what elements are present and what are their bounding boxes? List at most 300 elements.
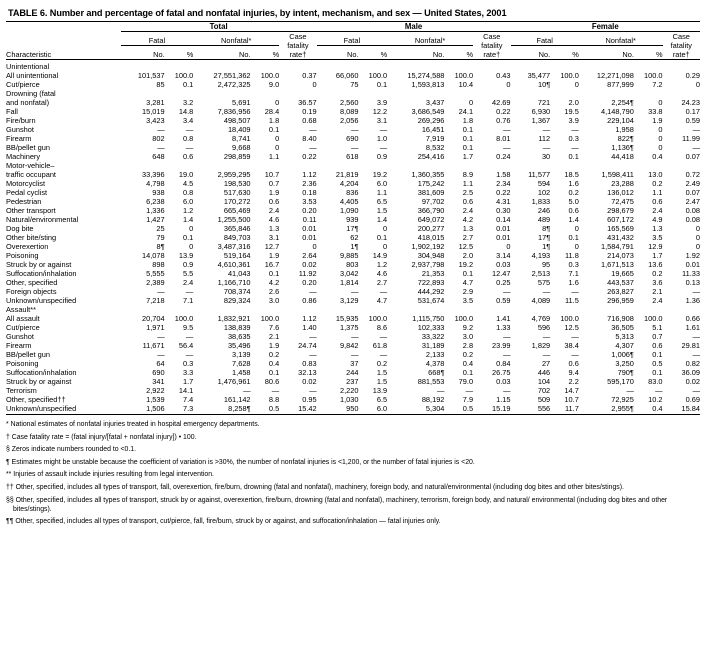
cell-value: 38,635 — [227, 332, 251, 341]
table-row — [6, 350, 700, 359]
cell-value: 62 — [350, 233, 359, 242]
cell-value: 721 — [537, 98, 551, 107]
cell-value: — — [465, 386, 474, 395]
cell-value: 28.4 — [264, 107, 280, 116]
cell-value — [579, 89, 634, 98]
cell-value: 1.1 — [652, 188, 663, 197]
cell-value: 15.84 — [681, 404, 700, 413]
cell-value: 519,164 — [223, 251, 251, 260]
cell-value — [359, 161, 388, 170]
cell-value: 1,375 — [340, 323, 359, 332]
cell-value: 0.2 — [268, 350, 280, 359]
cell-value: 2.7 — [462, 233, 474, 242]
cell-value: 97,702 — [421, 197, 445, 206]
cell-value: — — [571, 332, 579, 341]
table-row — [6, 404, 700, 413]
cell-value — [121, 89, 165, 98]
cell-value: 2.4 — [652, 206, 663, 215]
cell-value: 296,959 — [607, 296, 634, 305]
cell-value: 4.6 — [268, 215, 280, 224]
cell-value: 17¶ — [537, 233, 551, 242]
cell-value: 0.7 — [268, 179, 280, 188]
header-female-fatal: Fatal — [511, 32, 579, 46]
cell-value: 18.5 — [564, 170, 579, 179]
cell-value: 0.24 — [496, 152, 511, 161]
cell-value: 4.6 — [376, 269, 388, 278]
table-header — [6, 22, 700, 63]
cell-value: 3.2 — [182, 98, 194, 107]
cell-value: 30 — [541, 152, 551, 161]
cell-value: 0.22 — [302, 152, 317, 161]
cell-value — [473, 161, 510, 170]
cell-value: 1.92 — [685, 251, 700, 260]
cell-value: 11,671 — [142, 341, 165, 350]
cell-value: 19.2 — [458, 260, 474, 269]
cell-value — [251, 89, 280, 98]
header-no: No. — [538, 50, 551, 59]
cell-value: — — [351, 332, 359, 341]
cell-value: 1.7 — [652, 251, 663, 260]
cell-value: 0.02 — [685, 377, 700, 386]
cell-value: 11.99 — [682, 134, 700, 143]
footnote: † Case fatality rate = (fatal injury/[fatal + nonfatal injury]) • 100. — [6, 433, 197, 441]
cell-value: 0.1 — [376, 80, 388, 89]
cell-value: 36,505 — [611, 323, 634, 332]
cell-value: 10.2 — [648, 395, 663, 404]
cell-value: 1.40 — [302, 323, 317, 332]
cell-value: 104 — [537, 377, 551, 386]
cell-value: 8.40 — [302, 134, 317, 143]
table-row — [6, 170, 700, 179]
cell-value: — — [692, 386, 700, 395]
cell-value: 2.7 — [376, 278, 388, 287]
cell-value: 0.5 — [268, 404, 280, 413]
cell-value: 0 — [312, 80, 317, 89]
row-label: Suffocation/inhalation — [6, 269, 77, 278]
cell-value: 1.2 — [376, 260, 388, 269]
cell-value: 3,686,549 — [411, 107, 445, 116]
cell-value: 0 — [189, 224, 194, 233]
row-label: Other, specified†† — [6, 395, 66, 404]
row-label: Gunshot — [6, 332, 34, 341]
cell-value: 0.20 — [302, 278, 317, 287]
cell-value: 0.2 — [376, 359, 388, 368]
row-label: Other, specified — [6, 278, 58, 287]
cell-value: 0 — [658, 125, 663, 134]
header-pct: % — [272, 50, 280, 59]
table-row — [6, 116, 700, 125]
cell-value — [444, 161, 473, 170]
cell-value: 35,496 — [227, 341, 251, 350]
cell-value — [663, 161, 700, 170]
cell-value: 263,827 — [607, 287, 634, 296]
cell-value: 594 — [537, 179, 551, 188]
cell-value — [444, 89, 473, 98]
cell-value: 443,537 — [607, 278, 634, 287]
cell-value: 88,192 — [421, 395, 445, 404]
cell-value: 10.7 — [564, 395, 579, 404]
cell-value: 2,220 — [340, 386, 359, 395]
cell-value: 0.83 — [302, 359, 317, 368]
cell-value: 35,477 — [527, 71, 551, 80]
cell-value: — — [655, 386, 663, 395]
header-pct: % — [380, 50, 388, 59]
cell-value: 3,423 — [146, 116, 165, 125]
cell-value: — — [185, 125, 194, 134]
cell-value: 1,814 — [340, 278, 359, 287]
cell-value: 0.2 — [462, 350, 474, 359]
cell-value: — — [571, 287, 579, 296]
cell-value: 802 — [152, 134, 165, 143]
cell-value: 7,836,956 — [217, 107, 251, 116]
cell-value: 0.6 — [268, 197, 280, 206]
cell-value: 100.0 — [174, 71, 194, 80]
cell-value: 10¶ — [537, 80, 551, 89]
cell-value: 0 — [574, 242, 579, 251]
cell-value: 1.4 — [182, 215, 194, 224]
cell-value: 0.6 — [182, 152, 194, 161]
footnotes — [6, 420, 700, 526]
cell-value: 26.75 — [492, 368, 511, 377]
cell-value: 6,238 — [146, 197, 165, 206]
cell-value: 7.3 — [182, 404, 194, 413]
cell-value: 0.08 — [685, 215, 700, 224]
cell-value: 1.3 — [652, 224, 663, 233]
table-row — [6, 188, 700, 197]
cell-value: 575 — [537, 278, 551, 287]
table-row — [6, 332, 700, 341]
cell-value — [165, 161, 194, 170]
cell-value: 2.49 — [685, 179, 700, 188]
cell-value: 44,418 — [611, 152, 634, 161]
cell-value: 0.6 — [652, 197, 663, 206]
table-row — [6, 323, 700, 332]
cell-value: 3,129 — [340, 296, 359, 305]
cell-value: 12.5 — [458, 242, 474, 251]
table-row — [6, 107, 700, 116]
cell-value: 9.4 — [568, 368, 579, 377]
row-label: BB/pellet gun — [6, 350, 50, 359]
table-row — [6, 242, 700, 251]
cell-value: 3.9 — [376, 98, 388, 107]
cell-value: 4.7 — [376, 296, 388, 305]
cell-value: 1.7 — [182, 377, 194, 386]
cell-value: 72,475 — [611, 197, 634, 206]
cell-value: 36.09 — [681, 368, 700, 377]
cell-value: 950 — [346, 404, 359, 413]
cell-value: 100.0 — [560, 314, 579, 323]
cell-value: 1.33 — [496, 323, 511, 332]
cell-value: 64 — [156, 359, 165, 368]
cell-value: 2.2 — [568, 377, 579, 386]
cell-value: 3.1 — [268, 233, 280, 242]
cell-value: — — [692, 350, 700, 359]
cell-value: 1.6 — [568, 179, 579, 188]
cell-value: 4,193 — [531, 251, 551, 260]
row-label: Pedal cyclist — [6, 188, 48, 197]
cell-value: 9,668 — [232, 143, 251, 152]
cell-value — [511, 161, 551, 170]
cell-value: 849,703 — [223, 233, 251, 242]
cell-value: 14,078 — [142, 251, 165, 260]
cell-value — [634, 161, 663, 170]
cell-value: 2.6 — [268, 287, 280, 296]
cell-value: 2,472,325 — [217, 80, 251, 89]
cell-value: 2.5 — [462, 188, 474, 197]
cell-value: 198,530 — [223, 179, 251, 188]
cell-value: 102 — [537, 188, 551, 197]
cell-value: 16,451 — [421, 125, 445, 134]
cell-value: 12.9 — [648, 242, 663, 251]
cell-value: 0.4 — [652, 152, 663, 161]
cell-value: 4,610,361 — [217, 260, 251, 269]
cell-value: 3,437 — [425, 98, 445, 107]
cell-value: 7,919 — [425, 134, 445, 143]
cell-value: 1.41 — [496, 314, 511, 323]
cell-value: 100.0 — [454, 314, 474, 323]
cell-value: 1.9 — [652, 116, 663, 125]
cell-value: 3.0 — [268, 296, 280, 305]
cell-value: 4,405 — [340, 197, 359, 206]
cell-value — [473, 89, 510, 98]
cell-value: 1.61 — [685, 323, 700, 332]
cell-value: 4.2 — [462, 215, 474, 224]
cell-value: 246 — [537, 206, 551, 215]
header-total-nonfatal: Nonfatal* — [193, 32, 279, 46]
cell-value: 0.6 — [652, 341, 663, 350]
row-label: Natural/environmental — [6, 215, 79, 224]
cell-value: 12.5 — [564, 323, 579, 332]
cell-value: 0.18 — [302, 188, 317, 197]
cell-value: 0.1 — [268, 125, 280, 134]
cell-value: 0.6 — [568, 359, 579, 368]
cell-value: 4,769 — [531, 314, 551, 323]
cell-value: 0.4 — [462, 359, 474, 368]
cell-value: 0.01 — [302, 224, 317, 233]
cell-value: 0.95 — [302, 395, 317, 404]
cell-value: 556 — [537, 404, 551, 413]
row-label: Unknown/unspecified — [6, 404, 77, 413]
cell-value: 244 — [346, 368, 359, 377]
cell-value: 14.7 — [564, 386, 579, 395]
table-row — [6, 395, 700, 404]
cell-value: — — [692, 143, 700, 152]
table-row — [6, 341, 700, 350]
cell-value: 7.6 — [268, 323, 280, 332]
cell-value: 254,416 — [417, 152, 445, 161]
cell-value: 138,839 — [223, 323, 251, 332]
cell-value: 15,935 — [335, 314, 359, 323]
table-row — [6, 359, 700, 368]
row-label: Cut/pierce — [6, 323, 40, 332]
cell-value: 1,506 — [146, 404, 165, 413]
cell-value — [251, 161, 280, 170]
cell-value: 12.2 — [372, 107, 388, 116]
header-no: No. — [239, 50, 251, 59]
cell-value: 5,691 — [232, 98, 251, 107]
cell-value: 6.0 — [376, 179, 388, 188]
cell-value: 19.2 — [372, 170, 388, 179]
cell-value: 24.23 — [681, 98, 700, 107]
header-male-nonfatal: Nonfatal* — [387, 32, 473, 46]
cell-value: 0 — [695, 224, 700, 233]
cell-value: 0.8 — [182, 134, 194, 143]
cell-value: 21,819 — [335, 170, 359, 179]
cell-value: 214,073 — [607, 251, 634, 260]
table-row — [6, 152, 700, 161]
cell-value — [550, 89, 579, 98]
cell-value: 0.1 — [268, 269, 280, 278]
cell-value: 702 — [537, 386, 551, 395]
cell-value: 85 — [156, 80, 165, 89]
cell-value: — — [185, 332, 194, 341]
section-label: Assault** — [6, 305, 36, 314]
cell-value — [121, 161, 165, 170]
cell-value: 1.9 — [268, 188, 280, 197]
cell-value: 0.14 — [496, 215, 511, 224]
cell-value: 2,389 — [146, 278, 165, 287]
cell-value: 3,250 — [615, 359, 634, 368]
row-label: All unintentional — [6, 71, 59, 80]
cell-value: 0.5 — [462, 404, 474, 413]
cell-value: — — [379, 350, 388, 359]
cell-value: 877,999 — [607, 80, 634, 89]
cell-value: 0 — [574, 80, 579, 89]
header-pct: % — [466, 50, 474, 59]
cell-value: 33,396 — [142, 170, 165, 179]
cell-value: 938 — [152, 188, 165, 197]
row-label: Firearm — [6, 134, 32, 143]
cell-value: 1,593,813 — [411, 80, 445, 89]
cell-value: 365,846 — [223, 224, 251, 233]
cell-value: — — [503, 287, 511, 296]
cell-value: 0.9 — [182, 260, 194, 269]
cell-value: 41,043 — [227, 269, 251, 278]
cell-value: — — [351, 125, 359, 134]
cell-value: 2.47 — [685, 197, 700, 206]
cell-value: 1.2 — [182, 206, 194, 215]
cell-value: 12.7 — [264, 242, 280, 251]
header-group-male: Male — [317, 22, 511, 32]
cell-value: 0 — [468, 98, 474, 107]
cell-value: 5,313 — [615, 332, 634, 341]
cell-value: 95 — [541, 260, 551, 269]
cell-value: 0.59 — [496, 296, 511, 305]
cell-value: 0.86 — [302, 296, 317, 305]
cell-value: 0 — [189, 242, 194, 251]
cell-value: 4,307 — [615, 341, 634, 350]
cell-value — [359, 89, 388, 98]
row-label: Cut/pierce — [6, 80, 40, 89]
cell-value: 0.03 — [496, 260, 511, 269]
cell-value: 8,532 — [425, 143, 445, 152]
cell-value: — — [309, 350, 317, 359]
cell-value: 1,476,961 — [217, 377, 251, 386]
cell-value: 100.0 — [644, 71, 663, 80]
cell-value: 0 — [658, 143, 663, 152]
cell-value: 13.9 — [178, 251, 194, 260]
cell-value: 708,374 — [223, 287, 251, 296]
cell-value: 9,842 — [340, 341, 359, 350]
cell-value: 100.0 — [368, 71, 388, 80]
cell-value: 100.0 — [368, 314, 388, 323]
cell-value: 13.6 — [648, 260, 663, 269]
cell-value: 0.02 — [302, 260, 317, 269]
cell-value: 1.3 — [268, 224, 280, 233]
cell-value: 1.5 — [376, 368, 388, 377]
header-no: No. — [622, 50, 634, 59]
cell-value: 0.66 — [685, 314, 700, 323]
cell-value: — — [379, 287, 388, 296]
cell-value: 0 — [695, 242, 700, 251]
cell-value — [279, 89, 316, 98]
cell-value: 304,948 — [417, 251, 445, 260]
cell-value: 0.6 — [568, 206, 579, 215]
table-row — [6, 224, 700, 233]
cell-value: 9,885 — [340, 251, 359, 260]
cell-value: — — [692, 125, 700, 134]
cell-value: 2.4 — [462, 206, 474, 215]
cell-value: 79 — [156, 233, 165, 242]
cell-value: 716,908 — [607, 314, 634, 323]
cell-value: — — [157, 143, 165, 152]
cell-value: 6.0 — [182, 197, 194, 206]
cell-value: 446 — [537, 368, 551, 377]
cell-value: — — [571, 350, 579, 359]
cell-value: 2,254¶ — [611, 98, 634, 107]
cell-value: 16.7 — [264, 260, 280, 269]
cell-value: 1¶ — [350, 242, 359, 251]
cell-value: 1.8 — [462, 116, 474, 125]
cell-value — [317, 161, 359, 170]
table-row — [6, 80, 700, 89]
cell-value: 1,090 — [340, 206, 359, 215]
cell-value: 3,042 — [340, 269, 359, 278]
cell-value: — — [626, 386, 634, 395]
header-group-total: Total — [121, 22, 317, 32]
cell-value: 23,288 — [611, 179, 634, 188]
cell-value: 6.5 — [376, 395, 388, 404]
cell-value: 1,833 — [531, 197, 551, 206]
table-row — [6, 260, 700, 269]
cell-value: 24.74 — [298, 341, 317, 350]
cell-value: 100.0 — [454, 71, 474, 80]
cell-value: 12.47 — [492, 269, 511, 278]
cell-value: 1.8 — [268, 116, 280, 125]
table-row — [6, 368, 700, 377]
cell-value: 381,609 — [417, 188, 445, 197]
cell-value: 2,056 — [340, 116, 359, 125]
cell-value: 2,959,295 — [217, 170, 251, 179]
header-group-female: Female — [511, 22, 700, 32]
cell-value: 2.1 — [652, 287, 663, 296]
row-label: Overexertion — [6, 242, 49, 251]
cell-value: 1.15 — [496, 395, 511, 404]
cell-value: 36.57 — [298, 98, 317, 107]
footnote: †† Other, specified, includes all types of transport, fall, overexertion, fire/burn, drowning (fatal and nonfatal), machinery, foreign body, and natural/environmental (including dog bites and other bites/stings). — [6, 484, 624, 492]
cell-value: 1,367 — [531, 116, 551, 125]
footnote: ¶¶ Other, specified, includes all types of transport, cut/pierce, fall, fire/burn, struck by or against, and suffocation/inhalation — fatal injuries only. — [6, 518, 441, 526]
footnote: * National estimates of nonfatal injuries treated in hospital emergency departments. — [6, 421, 260, 428]
cell-value: 0.9 — [376, 152, 388, 161]
section-header-row — [6, 305, 700, 314]
cell-value: 175,242 — [417, 179, 445, 188]
footnote: § Zeros indicate numbers rounded to <0.1. — [6, 446, 137, 454]
header-total-fatal: Fatal — [121, 32, 194, 46]
cell-value: — — [157, 332, 165, 341]
row-label: Drowning (fatal — [6, 89, 56, 98]
cell-value: 0.1 — [462, 125, 474, 134]
